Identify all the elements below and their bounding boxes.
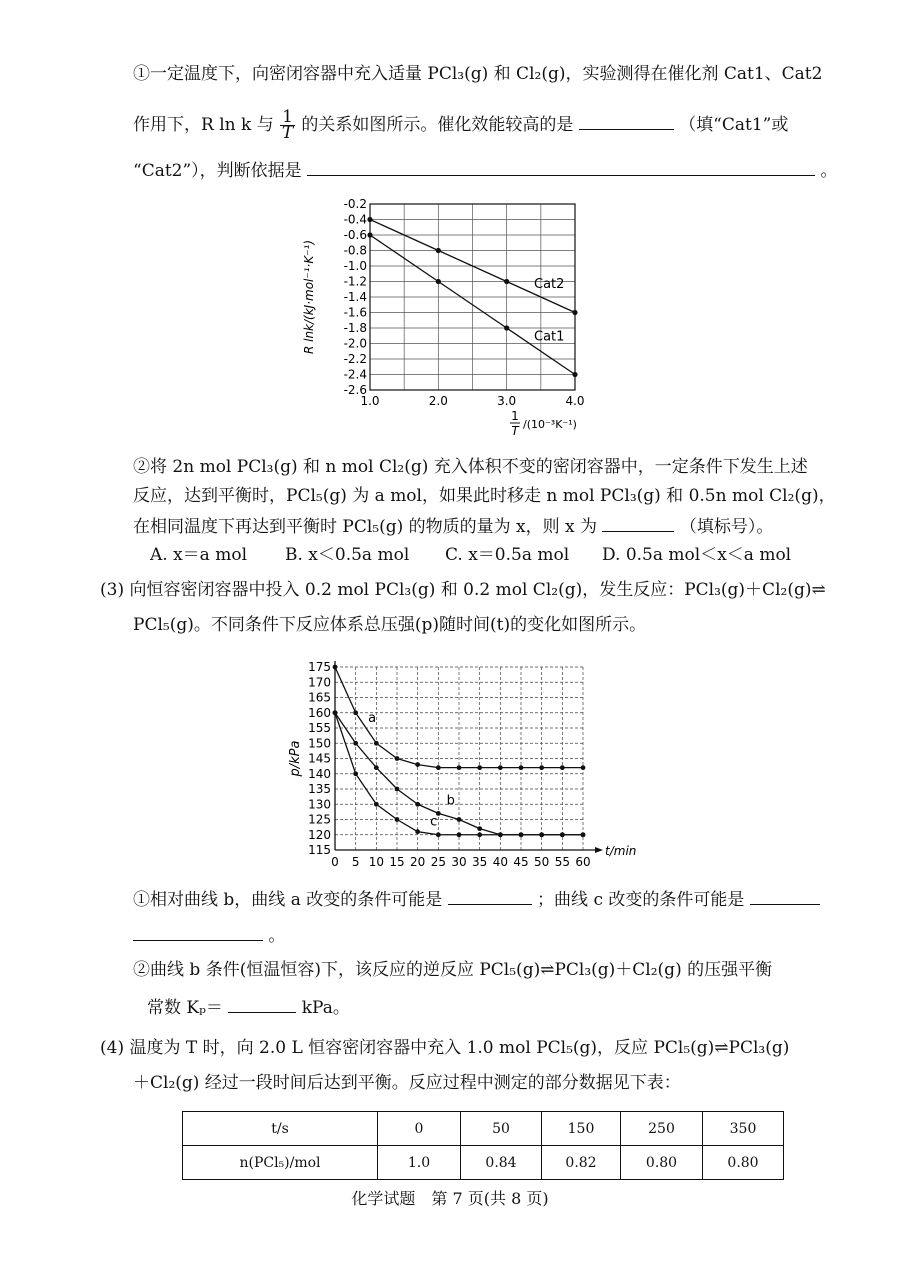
y-tick-label: 125	[308, 812, 331, 827]
y-axis-label: p/kPa	[288, 740, 303, 777]
data-point-c	[374, 802, 379, 807]
q3-sub2-b: kPa。	[301, 998, 350, 1018]
data-point-c	[353, 771, 358, 776]
period: 。	[820, 161, 838, 181]
data-point-cat2	[367, 217, 372, 222]
option-c: C. x＝0.5a mol	[445, 545, 570, 565]
y-tick-label: -0.4	[343, 212, 367, 227]
table-cell: 0.84	[461, 1146, 542, 1180]
data-point-c	[498, 832, 503, 837]
q2-1-line1: ①一定温度下，向密闭容器中充入适量 PCl₃(g) 和 Cl₂(g)，实验测得在催化剂 Cat1、Cat2	[133, 64, 823, 84]
x-tick-label: 40	[492, 855, 508, 869]
x-tick-label: 0	[331, 855, 339, 869]
x-tick-label: 4.0	[565, 394, 585, 408]
y-tick-label: 160	[308, 705, 331, 720]
table-cell: t/s	[183, 1112, 378, 1146]
q4-line1: (4) 温度为 T 时，向 2.0 L 恒容密闭容器中充入 1.0 mol PCl₅(g)，反应 PCl₅(g)⇌PCl₃(g)	[100, 1038, 790, 1058]
data-point-b	[374, 765, 379, 770]
series-label-c: c	[430, 814, 438, 830]
x-tick-label: 1.0	[360, 394, 380, 408]
q3-sub1-line1	[133, 886, 820, 912]
data-point-c	[333, 710, 338, 715]
data-table	[182, 1111, 784, 1180]
x-tick-label: 10	[368, 855, 384, 869]
q3-sub1-line2	[133, 922, 285, 948]
y-tick-label: -0.8	[343, 243, 367, 258]
data-point-c	[415, 829, 420, 834]
data-point-cat1	[436, 279, 441, 284]
data-point-b	[395, 787, 400, 792]
y-tick-label: -2.4	[343, 367, 367, 382]
x-tick-label: 3.0	[497, 394, 517, 408]
x-axis-label-denominator: T	[511, 424, 519, 438]
y-tick-label: 135	[308, 782, 331, 796]
x-axis-arrow	[595, 847, 603, 853]
y-axis-label: R lnk/(kJ·mol⁻¹·K⁻¹)	[302, 239, 316, 355]
data-point-a	[498, 765, 503, 770]
q3-sub2-line1: ②曲线 b 条件(恒温恒容)下，该反应的逆反应 PCl₅(g)⇌PCl₃(g)＋Cl₂(g) 的压强平衡	[133, 960, 773, 980]
q4-line2: ＋Cl₂(g) 经过一段时间后达到平衡。反应过程中测定的部分数据见下表：	[133, 1073, 681, 1093]
chart-rlnk-vs-inverse-t	[295, 190, 605, 440]
data-point-cat2	[436, 248, 441, 253]
y-tick-label: -2.0	[343, 336, 367, 351]
data-point-c	[519, 832, 524, 837]
period: 。	[268, 926, 286, 946]
table-cell: 0.80	[703, 1146, 784, 1180]
y-tick-label: 120	[308, 827, 331, 842]
x-tick-label: 30	[451, 855, 467, 869]
table-cell: 50	[461, 1112, 542, 1146]
y-tick-label: -2.2	[343, 352, 367, 366]
data-point-c	[539, 832, 544, 837]
y-tick-label: -1.8	[343, 321, 367, 335]
page-footer: 化学试题 第 7 页(共 8 页)	[351, 1189, 549, 1208]
data-point-a	[560, 765, 565, 770]
data-point-c	[395, 817, 400, 822]
y-tick-label: 145	[308, 751, 331, 766]
data-point-cat2	[572, 310, 577, 315]
data-point-c	[457, 832, 462, 837]
data-point-a	[436, 765, 441, 770]
table-cell: 250	[621, 1112, 703, 1146]
table-row-amount	[183, 1146, 784, 1180]
series-label-cat1: Cat1	[534, 329, 565, 345]
y-tick-label: 115	[308, 843, 331, 857]
y-tick-label: -0.6	[343, 228, 367, 242]
table-cell: 1.0	[378, 1146, 461, 1180]
y-tick-label: -1.4	[343, 290, 367, 304]
answer-blank-curve-c-cont[interactable]	[133, 922, 263, 941]
x-tick-label: 50	[534, 855, 550, 869]
y-tick-label: 175	[308, 660, 331, 674]
q2-1-line3-a: “Cat2”），判断依据是	[133, 161, 302, 181]
x-tick-label: 25	[430, 855, 446, 869]
y-tick-label: 140	[308, 766, 331, 781]
y-tick-label: -1.2	[343, 274, 367, 289]
table-cell: 0.82	[542, 1146, 621, 1180]
chart-pressure-vs-time	[285, 655, 637, 880]
data-point-a	[415, 762, 420, 767]
data-point-a	[374, 741, 379, 746]
data-point-a	[395, 756, 400, 761]
y-tick-label: -1.6	[343, 305, 367, 320]
x-tick-label: 45	[513, 855, 529, 869]
data-point-c	[581, 832, 586, 837]
x-tick-label: 55	[554, 855, 570, 869]
q3-sub1-a: ①相对曲线 b，曲线 a 改变的条件可能是	[133, 890, 443, 910]
x-axis-label-numerator: 1	[511, 409, 519, 423]
y-tick-label: -0.2	[343, 197, 367, 211]
data-point-c	[477, 832, 482, 837]
data-point-a	[539, 765, 544, 770]
y-tick-label: 165	[308, 690, 331, 705]
y-tick-label: 150	[308, 736, 331, 751]
q2-2-line2: 反应，达到平衡时，PCl₅(g) 为 a mol，如果此时移走 n mol PCl₃(g) 和 0.5n mol Cl₂(g)，	[133, 486, 836, 506]
data-point-a	[581, 765, 586, 770]
table-cell: 150	[542, 1112, 621, 1146]
option-d: D. 0.5a mol＜x＜a mol	[602, 545, 792, 565]
x-tick-label: 5	[351, 855, 360, 869]
data-point-cat1	[572, 372, 577, 377]
table-cell: n(PCl₅)/mol	[183, 1146, 378, 1180]
series-label-a: a	[368, 710, 377, 726]
data-point-a	[333, 665, 338, 670]
y-tick-label: 155	[308, 721, 331, 735]
data-point-a	[519, 765, 524, 770]
q2-2-line1: ②将 2n mol PCl₃(g) 和 n mol Cl₂(g) 充入体积不变的密闭容器中，一定条件下发生上述	[133, 457, 808, 477]
table-cell: 0.80	[621, 1146, 703, 1180]
data-point-b	[353, 741, 358, 746]
q3-sub1-b: ；曲线 c 改变的条件可能是	[537, 890, 745, 910]
answer-blank-kp[interactable]	[228, 994, 296, 1013]
y-tick-label: -2.6	[343, 383, 367, 397]
data-point-c	[560, 832, 565, 837]
q3-sub2-line2	[147, 994, 350, 1020]
data-point-cat2	[504, 279, 509, 284]
x-tick-label: 35	[472, 855, 488, 869]
q2-2-line3-b: （填标号）。	[679, 517, 774, 537]
data-point-b	[477, 826, 482, 831]
answer-blank-x[interactable]	[602, 513, 674, 532]
x-axis-label: t/min	[605, 844, 637, 858]
data-point-cat1	[367, 232, 372, 237]
option-a: A. x＝a mol	[150, 545, 248, 565]
answer-blank-basis[interactable]	[307, 157, 815, 176]
data-point-c	[436, 832, 441, 837]
answer-blank-catalyst[interactable]	[579, 111, 674, 130]
q3-line2: PCl₅(g)。不同条件下反应体系总压强(p)随时间(t)的变化如图所示。	[133, 615, 647, 635]
y-tick-label: 170	[308, 675, 331, 690]
data-point-a	[477, 765, 482, 770]
q2-1-line3	[133, 157, 837, 183]
q2-2-line3	[133, 513, 773, 539]
x-tick-label: 20	[410, 855, 426, 869]
q2-1-line2	[133, 107, 789, 143]
x-tick-label: 60	[575, 855, 591, 869]
y-tick-label: 130	[308, 797, 331, 812]
q3-line1: (3) 向恒容密闭容器中投入 0.2 mol PCl₃(g) 和 0.2 mol Cl₂(g)，发生反应：PCl₃(g)＋Cl₂(g)⇌	[100, 580, 826, 600]
option-b: B. x＜0.5a mol	[285, 545, 410, 565]
table-cell: 0	[378, 1112, 461, 1146]
data-point-a	[457, 765, 462, 770]
data-point-b	[457, 817, 462, 822]
series-label-b: b	[446, 793, 455, 809]
q2-1-line2-a: 作用下，R ln k 与	[133, 115, 274, 135]
answer-blank-curve-c[interactable]	[750, 886, 820, 905]
fraction-1-over-T: $\frac{1}{T}$	[281, 107, 294, 143]
data-point-a	[353, 710, 358, 715]
q2-2-line3-a: 在相同温度下再达到平衡时 PCl₅(g) 的物质的量为 x，则 x 为	[133, 517, 598, 537]
series-label-cat2: Cat2	[534, 276, 565, 292]
table-cell: 350	[703, 1112, 784, 1146]
y-tick-label: -1.0	[343, 259, 367, 273]
x-tick-label: 2.0	[428, 394, 448, 408]
answer-blank-curve-a[interactable]	[448, 886, 532, 905]
q3-sub2-a: 常数 Kₚ＝	[147, 998, 223, 1018]
data-point-cat1	[504, 325, 509, 330]
x-axis-label-unit: /(10⁻³K⁻¹)	[523, 418, 577, 431]
data-point-b	[415, 802, 420, 807]
table-row-time	[183, 1112, 784, 1146]
q2-1-line2-b: 的关系如图所示。催化效能较高的是	[301, 115, 574, 135]
q2-1-line2-c: （填“Cat1”或	[679, 115, 789, 135]
x-tick-label: 15	[389, 855, 405, 869]
